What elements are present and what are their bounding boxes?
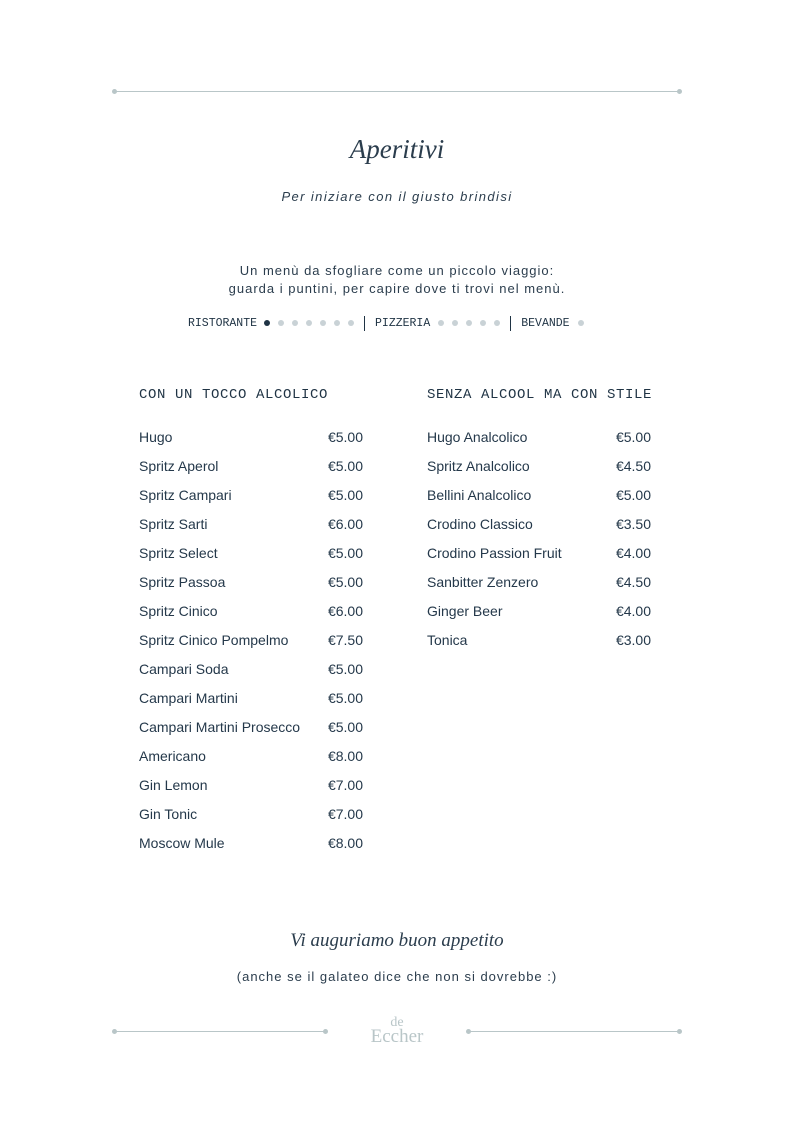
bottom-divider-left xyxy=(114,1031,326,1032)
nav-section-ristorante[interactable]: RISTORANTE xyxy=(188,316,258,330)
bottom-divider-right xyxy=(468,1031,680,1032)
menu-item xyxy=(139,804,363,833)
brand-logo xyxy=(360,1016,434,1050)
item-price: €5.00 xyxy=(327,690,363,706)
alcoholic-heading: CON UN TOCCO ALCOLICO xyxy=(139,387,329,403)
menu-item xyxy=(139,456,363,485)
intro-line-1: Un menù da sfogliare come un piccolo viaggio: xyxy=(239,263,555,278)
menu-item xyxy=(139,746,363,775)
item-price: €8.00 xyxy=(327,835,363,851)
item-name: Tonica xyxy=(427,632,468,648)
nav-dots-pizzeria xyxy=(430,317,500,330)
menu-item xyxy=(427,514,651,543)
item-name: Spritz Passoa xyxy=(139,574,226,590)
non-alcoholic-list xyxy=(427,427,651,659)
item-price: €5.00 xyxy=(327,719,363,735)
menu-item xyxy=(427,543,651,572)
item-price: €4.50 xyxy=(615,458,651,474)
item-name: Campari Soda xyxy=(139,661,229,677)
nav-dots-bevande xyxy=(570,317,584,330)
menu-item xyxy=(139,688,363,717)
item-price: €7.00 xyxy=(327,806,363,822)
item-price: €4.00 xyxy=(615,603,651,619)
top-divider xyxy=(114,91,680,92)
item-price: €4.00 xyxy=(615,545,651,561)
item-name: Campari Martini xyxy=(139,690,238,706)
item-price: €5.00 xyxy=(327,458,363,474)
item-price: €5.00 xyxy=(327,545,363,561)
non-alcoholic-heading: SENZA ALCOOL MA CON STILE xyxy=(427,387,653,403)
menu-item xyxy=(139,630,363,659)
item-name: Americano xyxy=(139,748,206,764)
nav-separator xyxy=(364,316,365,331)
item-price: €5.00 xyxy=(327,661,363,677)
menu-item xyxy=(139,485,363,514)
item-name: Spritz Sarti xyxy=(139,516,208,532)
item-name: Sanbitter Zenzero xyxy=(427,574,539,590)
nav-dot xyxy=(494,320,500,326)
item-name: Hugo Analcolico xyxy=(427,429,528,445)
menu-item xyxy=(139,601,363,630)
nav-dot xyxy=(578,320,584,326)
menu-progress-nav xyxy=(188,316,584,330)
nav-dots-ristorante xyxy=(257,317,354,330)
nav-section-bevande[interactable]: BEVANDE xyxy=(521,316,570,330)
item-name: Gin Lemon xyxy=(139,777,208,793)
item-price: €3.00 xyxy=(615,632,651,648)
item-price: €5.00 xyxy=(327,429,363,445)
nav-dot xyxy=(452,320,458,326)
alcoholic-list xyxy=(139,427,363,862)
menu-item xyxy=(427,572,651,601)
item-price: €3.50 xyxy=(615,516,651,532)
item-price: €4.50 xyxy=(615,574,651,590)
menu-item xyxy=(139,833,363,862)
logo-de: de xyxy=(390,1015,404,1030)
item-name: Hugo xyxy=(139,429,173,445)
item-name: Spritz Cinico xyxy=(139,603,218,619)
item-name: Crodino Passion Fruit xyxy=(427,545,562,561)
page-title: Aperitivi xyxy=(349,134,445,164)
nav-dot xyxy=(278,320,284,326)
item-name: Gin Tonic xyxy=(139,806,198,822)
closing-note: (anche se il galateo dice che non si dovrebbe :) xyxy=(236,969,558,984)
item-name: Spritz Select xyxy=(139,545,218,561)
item-name: Spritz Campari xyxy=(139,487,232,503)
nav-dot xyxy=(292,320,298,326)
item-name: Ginger Beer xyxy=(427,603,503,619)
nav-dot xyxy=(438,320,444,326)
nav-dot-active xyxy=(264,320,270,326)
logo-eccher: Eccher xyxy=(370,1026,424,1047)
menu-item xyxy=(139,572,363,601)
nav-dot xyxy=(306,320,312,326)
item-name: Spritz Analcolico xyxy=(427,458,530,474)
item-price: €5.00 xyxy=(327,487,363,503)
page-subtitle: Per iniziare con il giusto brindisi xyxy=(281,189,513,204)
item-name: Crodino Classico xyxy=(427,516,533,532)
nav-dot xyxy=(320,320,326,326)
item-name: Spritz Aperol xyxy=(139,458,219,474)
menu-item xyxy=(427,601,651,630)
menu-item xyxy=(139,543,363,572)
item-name: Spritz Cinico Pompelmo xyxy=(139,632,289,648)
item-price: €8.00 xyxy=(327,748,363,764)
item-price: €5.00 xyxy=(327,574,363,590)
menu-item xyxy=(139,514,363,543)
item-price: €6.00 xyxy=(327,516,363,532)
item-name: Moscow Mule xyxy=(139,835,225,851)
item-price: €5.00 xyxy=(615,429,651,445)
item-price: €7.00 xyxy=(327,777,363,793)
item-price: €7.50 xyxy=(327,632,363,648)
menu-item xyxy=(427,485,651,514)
menu-item xyxy=(139,427,363,456)
nav-dot xyxy=(480,320,486,326)
menu-item xyxy=(427,630,651,659)
item-name: Campari Martini Prosecco xyxy=(139,719,301,735)
menu-item xyxy=(139,659,363,688)
menu-item xyxy=(139,775,363,804)
item-price: €5.00 xyxy=(615,487,651,503)
closing-message: Vi auguriamo buon appetito xyxy=(290,930,504,951)
nav-dot xyxy=(348,320,354,326)
nav-dot xyxy=(466,320,472,326)
nav-separator xyxy=(510,316,511,331)
item-price: €6.00 xyxy=(327,603,363,619)
menu-item xyxy=(427,427,651,456)
item-name: Bellini Analcolico xyxy=(427,487,532,503)
nav-dot xyxy=(334,320,340,326)
intro-line-2: guarda i puntini, per capire dove ti trovi nel menù. xyxy=(228,281,566,296)
menu-item xyxy=(139,717,363,746)
nav-section-pizzeria[interactable]: PIZZERIA xyxy=(375,316,431,330)
menu-item xyxy=(427,456,651,485)
